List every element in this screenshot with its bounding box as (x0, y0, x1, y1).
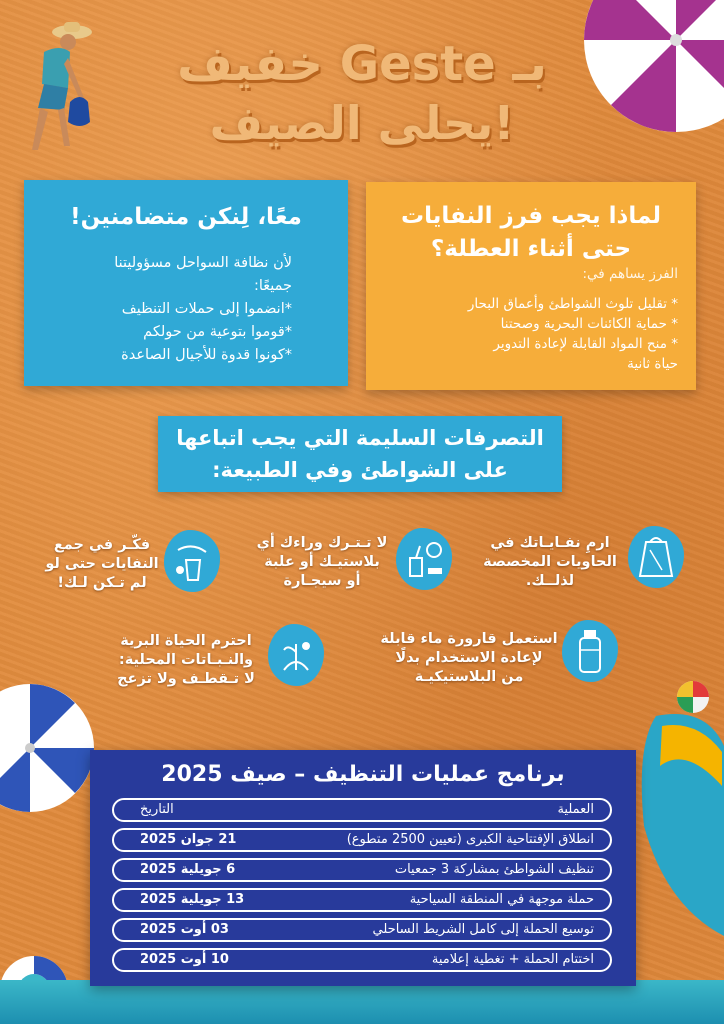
operation-cell: توسيع الحملة إلى كامل الشريط الساحلي (372, 922, 594, 937)
date-cell: 21 جوان 2025 (140, 832, 237, 847)
why-sort-intro: الفرز يساهم في: (582, 266, 678, 282)
surfboard-illustration (636, 706, 724, 936)
solidarity-card (24, 180, 348, 386)
solidarity-line: *قوموا بتوعية من حولكم (143, 324, 292, 340)
why-sort-title-line1: لماذا يجب فرز النفايات (400, 203, 662, 229)
rule-line: لا تـقطـف ولا تزعج (117, 671, 255, 687)
date-cell: 13 جويلية 2025 (140, 892, 245, 907)
solidarity-card-title: معًا، لِنكن متضامنين! (70, 204, 302, 230)
rule-line: النفايات حتى لو (45, 556, 159, 572)
solidarity-line: *كونوا قدوة للأجيال الصاعدة (121, 347, 292, 363)
rule-line: لإعادة الاستخدام بدلًا (395, 650, 543, 666)
rule-line: الحاويات المخصصة (483, 554, 617, 570)
trash-bin-icon (628, 526, 684, 588)
table-row (112, 828, 612, 852)
rule-item (380, 630, 558, 687)
reusable-bottle-icon (562, 620, 618, 682)
rules-title (158, 416, 562, 492)
rule-line: ارمِ نفـايـاتك في (490, 535, 610, 551)
solidarity-line: جميعًا: (253, 278, 292, 294)
rules-title-line1: التصرفات السليمة التي يجب اتباعها (176, 426, 544, 450)
date-cell: 03 أوت 2025 (140, 922, 229, 937)
plant-bird-icon (268, 624, 324, 686)
why-sort-line: * منح المواد القابلة لإعادة التدوير (493, 336, 678, 352)
column-header-operation: العملية (557, 802, 594, 817)
rule-item (44, 536, 160, 593)
rule-line: لم تـكن لـك! (57, 575, 147, 591)
table-row (112, 888, 612, 912)
solidarity-line: لأن نظافة السواحل مسؤوليتنا (114, 255, 292, 271)
rule-item (476, 534, 624, 591)
program-title: برنامج عمليات التنظيف – صيف 2025 (161, 762, 565, 787)
solidarity-card-body (42, 252, 292, 367)
operation-cell: حملة موجهة في المنطقة السياحية (409, 892, 594, 907)
operation-cell: تنظيف الشواطئ بمشاركة 3 جمعيات (394, 862, 594, 877)
rule-line: احترم الحياة البرية (120, 633, 252, 649)
page-title-line1: خفيف Geste بـ (177, 36, 547, 92)
operation-cell: اختتام الحملة + تغطية إعلامية (431, 952, 594, 967)
operation-cell: انطلاق الإفتتاحية الكبرى (تعيين 2500 متطوع) (346, 832, 594, 847)
why-sort-title-line2: حتى أثناء العطلة؟ (430, 236, 632, 262)
column-header-date: التاريخ (140, 802, 174, 817)
rule-item (108, 632, 264, 689)
page-title-line2: يحلى الصيف! (209, 96, 515, 150)
why-sort-line: حياة ثانية (627, 356, 678, 372)
solidarity-line: *انضموا إلى حملات التنظيف (121, 301, 292, 317)
rule-line: والنـبـاتات المحلية: (118, 652, 254, 668)
sea-strip (0, 980, 724, 1024)
rule-line: لا تـتـرك وراءك أي (256, 535, 388, 551)
table-row (112, 918, 612, 942)
rules-title-line2: على الشواطئ وفي الطبيعة: (212, 458, 508, 482)
cleanup-program-table (90, 750, 636, 986)
rule-line: أو سيجـارة (283, 573, 361, 589)
why-sort-card-body (378, 264, 678, 374)
why-sort-line: * حماية الكائنات البحرية وصحتنا (500, 316, 678, 332)
table-row (112, 858, 612, 882)
rule-line: استعمل قارورة ماء قابلة (380, 631, 558, 647)
date-cell: 10 أوت 2025 (140, 952, 229, 967)
why-sort-card (366, 182, 696, 390)
rule-line: بلاستيـك أو علبة (264, 554, 380, 570)
litter-icon (396, 528, 452, 590)
rule-item (252, 534, 392, 591)
program-header-row (112, 798, 612, 822)
table-row (112, 948, 612, 972)
why-sort-card-title (366, 200, 696, 266)
rule-line: لذلــك. (525, 573, 575, 589)
rule-line: فكّـر في جمع (53, 537, 151, 553)
why-sort-line: * تقليل تلوث الشواطئ وأعماق البحار (467, 296, 678, 312)
date-cell: 6 جويلية 2025 (140, 862, 236, 877)
umbrella-blue-illustration (0, 668, 96, 828)
rule-line: من البلاستيكيـة (414, 669, 524, 685)
collect-waste-icon (164, 530, 220, 592)
